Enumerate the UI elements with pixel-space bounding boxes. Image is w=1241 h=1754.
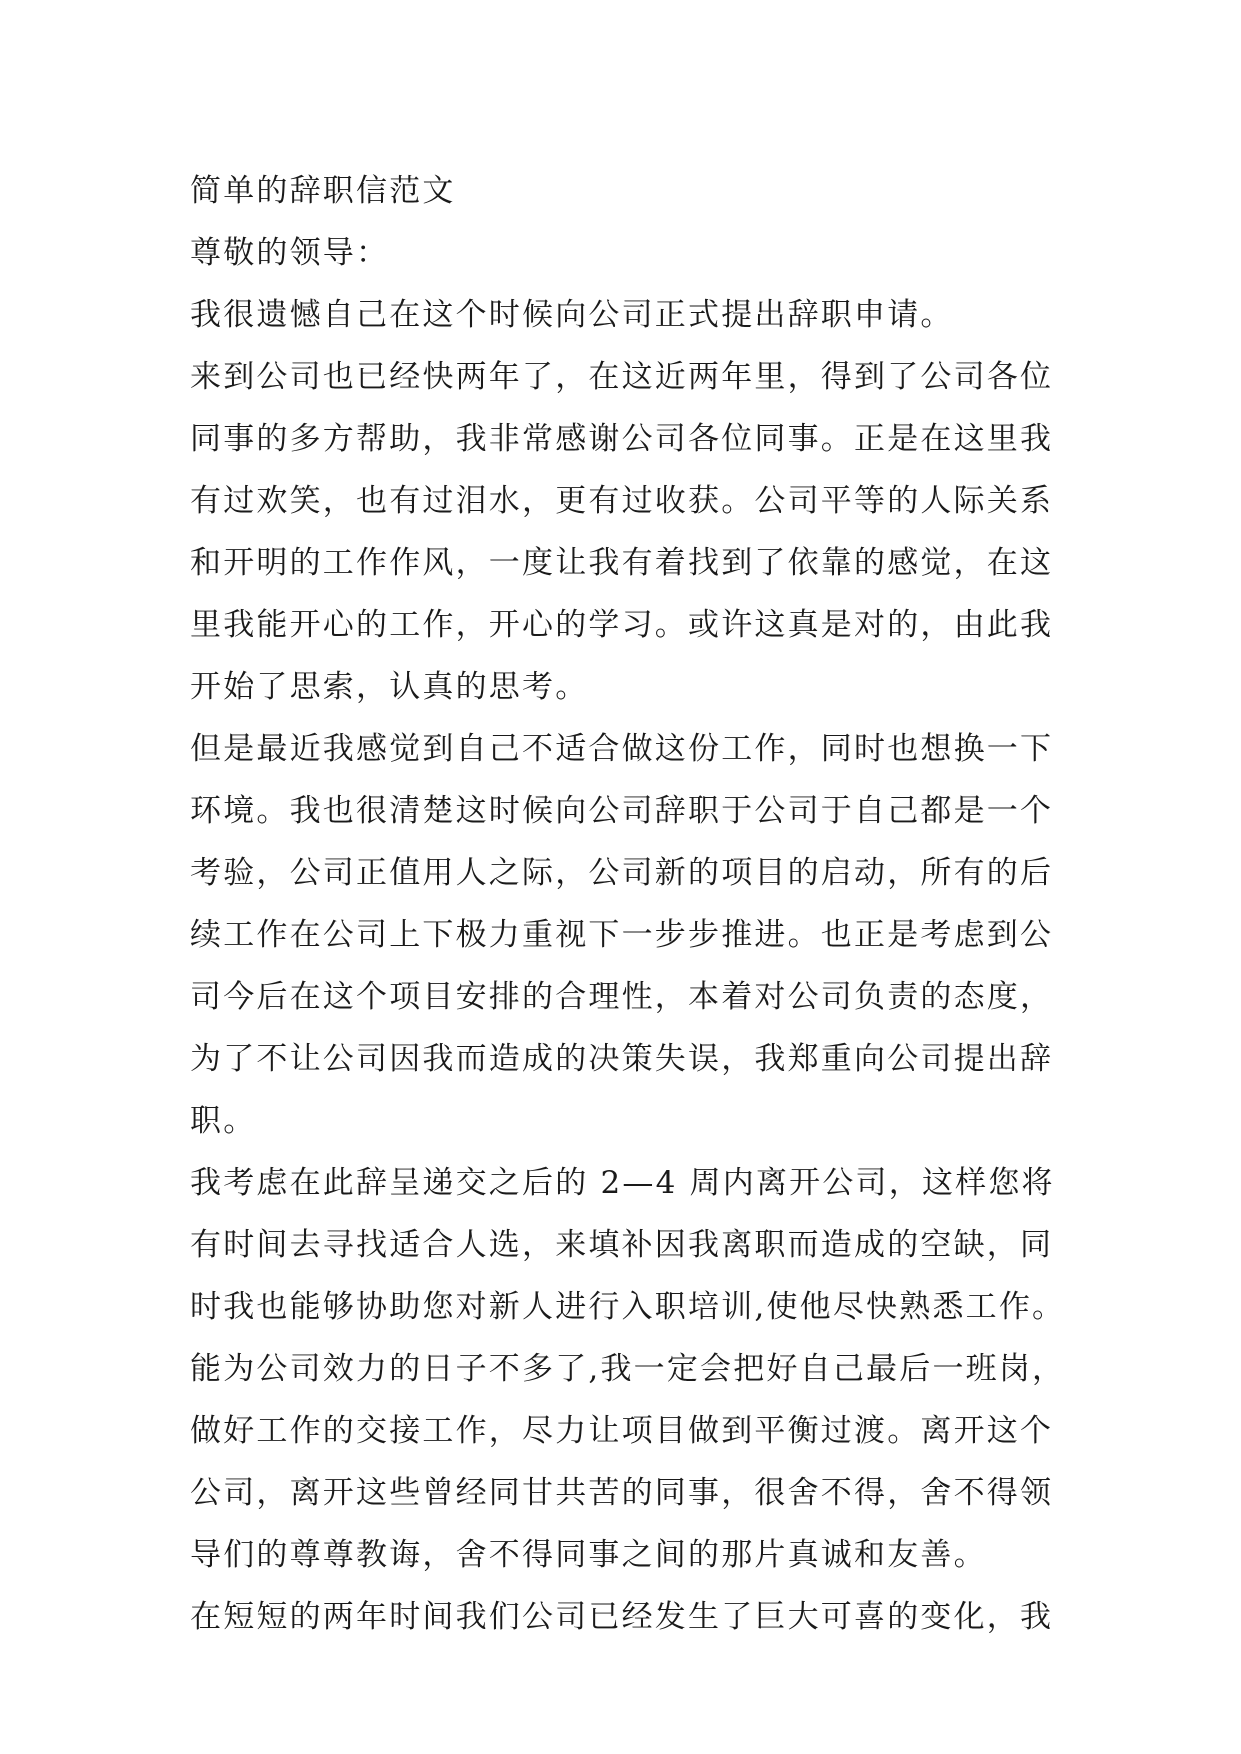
text-line: 开始了思索，认真的思考。 xyxy=(190,669,589,705)
text-line: 来到公司也已经快两年了，在这近两年里，得到了公司各位 xyxy=(190,359,1054,395)
text-line: 做好工作的交接工作，尽力让项目做到平衡过渡。离开这个 xyxy=(190,1413,1054,1449)
text-line: 时我也能够协助您对新人进行入职培训,使他尽快熟悉工作。 xyxy=(190,1289,1066,1325)
text-line: 有时间去寻找适合人选，来填补因我离职而造成的空缺，同 xyxy=(190,1227,1054,1263)
text-line: 能为公司效力的日子不多了,我一定会把好自己最后一班岗， xyxy=(190,1351,1066,1387)
text-line: 公司，离开这些曾经同甘共苦的同事，很舍不得，舍不得领 xyxy=(190,1475,1054,1511)
text-line: 和开明的工作作风，一度让我有着找到了依靠的感觉，在这 xyxy=(190,545,1054,581)
text-line: 有过欢笑，也有过泪水，更有过收获。公司平等的人际关系 xyxy=(190,483,1054,519)
text-line: 里我能开心的工作，开心的学习。或许这真是对的，由此我 xyxy=(190,607,1054,643)
text-line: 但是最近我感觉到自己不适合做这份工作，同时也想换一下 xyxy=(190,731,1054,767)
text-line: 我考虑在此辞呈递交之后的 2—4 周内离开公司，这样您将 xyxy=(190,1165,1055,1201)
text-line: 职。 xyxy=(190,1103,257,1139)
text-line: 环境。我也很清楚这时候向公司辞职于公司于自己都是一个 xyxy=(190,793,1054,829)
text-line: 我很遗憾自己在这个时候向公司正式提出辞职申请。 xyxy=(190,297,954,333)
text-line: 考验，公司正值用人之际，公司新的项目的启动，所有的后 xyxy=(190,855,1054,891)
document-page xyxy=(190,160,1066,1648)
text-line: 司今后在这个项目安排的合理性，本着对公司负责的态度， xyxy=(190,979,1054,1015)
text-line: 同事的多方帮助，我非常感谢公司各位同事。正是在这里我 xyxy=(190,421,1054,457)
text-line: 为了不让公司因我而造成的决策失误，我郑重向公司提出辞 xyxy=(190,1041,1054,1077)
text-line: 在短短的两年时间我们公司已经发生了巨大可喜的变化，我 xyxy=(190,1599,1054,1635)
document-title: 简单的辞职信范文 xyxy=(190,173,456,209)
text-line: 续工作在公司上下极力重视下一步步推进。也正是考虑到公 xyxy=(190,917,1054,953)
text-line: 导们的尊尊教诲，舍不得同事之间的那片真诚和友善。 xyxy=(190,1537,987,1573)
text-line-salutation: 尊敬的领导： xyxy=(190,235,390,271)
